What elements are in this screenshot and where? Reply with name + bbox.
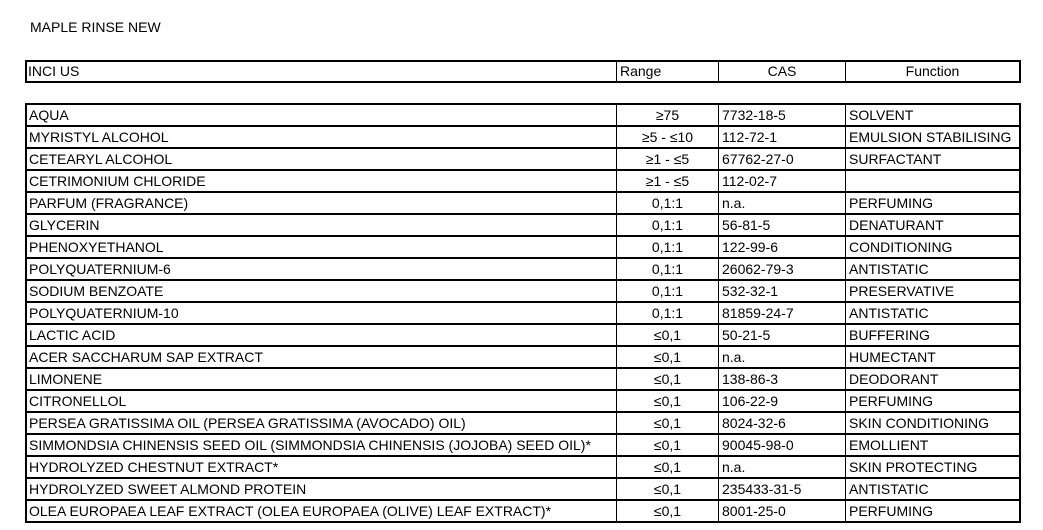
- range-cell: ≤0,1: [616, 369, 718, 389]
- cas-cell: 81859-24-7: [718, 303, 845, 323]
- inci-cell: CETRIMONIUM CHLORIDE: [29, 173, 206, 189]
- range-cell: ≤0,1: [616, 501, 718, 521]
- function-cell: SKIN PROTECTING: [845, 457, 1019, 477]
- table-row: [27, 149, 1019, 171]
- table-row: [27, 347, 1019, 369]
- table-row: [27, 171, 1019, 193]
- table-row: [27, 457, 1019, 479]
- table-row: [27, 391, 1019, 413]
- inci-cell: PERSEA GRATISSIMA OIL (PERSEA GRATISSIMA (AVOCADO) OIL): [29, 415, 466, 431]
- range-cell: 0,1:1: [616, 193, 718, 213]
- range-cell: ≤0,1: [616, 325, 718, 345]
- function-cell: [845, 171, 1019, 191]
- function-cell: ANTISTATIC: [845, 303, 1019, 323]
- table-row: [27, 237, 1019, 259]
- function-cell: ANTISTATIC: [845, 259, 1019, 279]
- range-cell: ≤0,1: [616, 413, 718, 433]
- cas-cell: 67762-27-0: [718, 149, 845, 169]
- table-row: [27, 105, 1019, 127]
- cas-cell: 532-32-1: [718, 281, 845, 301]
- cas-cell: 50-21-5: [718, 325, 845, 345]
- range-cell: ≤0,1: [616, 479, 718, 499]
- header-range: Range: [616, 62, 718, 81]
- inci-cell: SIMMONDSIA CHINENSIS SEED OIL (SIMMONDSIA CHINENSIS (JOJOBA) SEED OIL)*: [29, 437, 591, 453]
- cas-cell: 112-72-1: [718, 127, 845, 147]
- function-cell: BUFFERING: [845, 325, 1019, 345]
- range-cell: ≤0,1: [616, 457, 718, 477]
- range-cell: 0,1:1: [616, 237, 718, 257]
- cas-cell: 8024-32-6: [718, 413, 845, 433]
- table-row: [27, 215, 1019, 237]
- header-function: Function: [845, 62, 1019, 81]
- header-inci: INCI US: [28, 63, 80, 79]
- cas-cell: 26062-79-3: [718, 259, 845, 279]
- table-row: [27, 281, 1019, 303]
- inci-cell: GLYCERIN: [29, 217, 100, 233]
- range-cell: ≤0,1: [616, 347, 718, 367]
- cas-cell: 122-99-6: [718, 237, 845, 257]
- table-row: [27, 479, 1019, 501]
- function-cell: EMOLLIENT: [845, 435, 1019, 455]
- inci-cell: HYDROLYZED CHESTNUT EXTRACT*: [29, 459, 279, 475]
- table-row: [27, 259, 1019, 281]
- inci-cell: POLYQUATERNIUM-6: [29, 261, 171, 277]
- function-cell: HUMECTANT: [845, 347, 1019, 367]
- inci-cell: OLEA EUROPAEA LEAF EXTRACT (OLEA EUROPAEA (OLIVE) LEAF EXTRACT)*: [29, 503, 552, 519]
- range-cell: ≥1 - ≤5: [616, 171, 718, 191]
- ingredients-table: [25, 103, 1021, 523]
- table-row: [27, 325, 1019, 347]
- table-header: [25, 60, 1021, 83]
- range-cell: ≥1 - ≤5: [616, 149, 718, 169]
- table-row: [27, 303, 1019, 325]
- range-cell: ≤0,1: [616, 391, 718, 411]
- cas-cell: n.a.: [718, 457, 845, 477]
- range-cell: 0,1:1: [616, 281, 718, 301]
- cas-cell: n.a.: [718, 193, 845, 213]
- function-cell: SKIN CONDITIONING: [845, 413, 1019, 433]
- table-row: [27, 127, 1019, 149]
- function-cell: PERFUMING: [845, 501, 1019, 521]
- document-title: MAPLE RINSE NEW: [30, 19, 161, 35]
- cas-cell: 7732-18-5: [718, 105, 845, 125]
- inci-cell: CETEARYL ALCOHOL: [29, 151, 173, 167]
- cas-cell: n.a.: [718, 347, 845, 367]
- cas-cell: 90045-98-0: [718, 435, 845, 455]
- inci-cell: PHENOXYETHANOL: [29, 239, 164, 255]
- table-row: [27, 435, 1019, 457]
- range-cell: 0,1:1: [616, 303, 718, 323]
- inci-cell: CITRONELLOL: [29, 393, 127, 409]
- cas-cell: 235433-31-5: [718, 479, 845, 499]
- function-cell: DEODORANT: [845, 369, 1019, 389]
- inci-cell: ACER SACCHARUM SAP EXTRACT: [29, 349, 263, 365]
- function-cell: SURFACTANT: [845, 149, 1019, 169]
- inci-cell: LIMONENE: [29, 371, 103, 387]
- inci-cell: LACTIC ACID: [29, 327, 116, 343]
- cas-cell: 106-22-9: [718, 391, 845, 411]
- function-cell: SOLVENT: [845, 105, 1019, 125]
- cas-cell: 56-81-5: [718, 215, 845, 235]
- function-cell: DENATURANT: [845, 215, 1019, 235]
- table-row: [27, 193, 1019, 215]
- inci-cell: MYRISTYL ALCOHOL: [29, 129, 169, 145]
- range-cell: 0,1:1: [616, 215, 718, 235]
- function-cell: CONDITIONING: [845, 237, 1019, 257]
- range-cell: 0,1:1: [616, 259, 718, 279]
- function-cell: ANTISTATIC: [845, 479, 1019, 499]
- inci-cell: SODIUM BENZOATE: [29, 283, 164, 299]
- inci-cell: AQUA: [29, 107, 69, 123]
- function-cell: PRESERVATIVE: [845, 281, 1019, 301]
- inci-cell: POLYQUATERNIUM-10: [29, 305, 179, 321]
- range-cell: ≤0,1: [616, 435, 718, 455]
- cas-cell: 138-86-3: [718, 369, 845, 389]
- cas-cell: 8001-25-0: [718, 501, 845, 521]
- function-cell: PERFUMING: [845, 391, 1019, 411]
- inci-cell: HYDROLYZED SWEET ALMOND PROTEIN: [29, 481, 307, 497]
- table-row: [27, 369, 1019, 391]
- table-row: [27, 501, 1019, 523]
- table-row: [27, 413, 1019, 435]
- header-cas: CAS: [718, 62, 845, 81]
- range-cell: ≥75: [616, 105, 718, 125]
- function-cell: PERFUMING: [845, 193, 1019, 213]
- inci-cell: PARFUM (FRAGRANCE): [29, 195, 189, 211]
- cas-cell: 112-02-7: [718, 171, 845, 191]
- function-cell: EMULSION STABILISING: [845, 127, 1019, 147]
- range-cell: ≥5 - ≤10: [616, 127, 718, 147]
